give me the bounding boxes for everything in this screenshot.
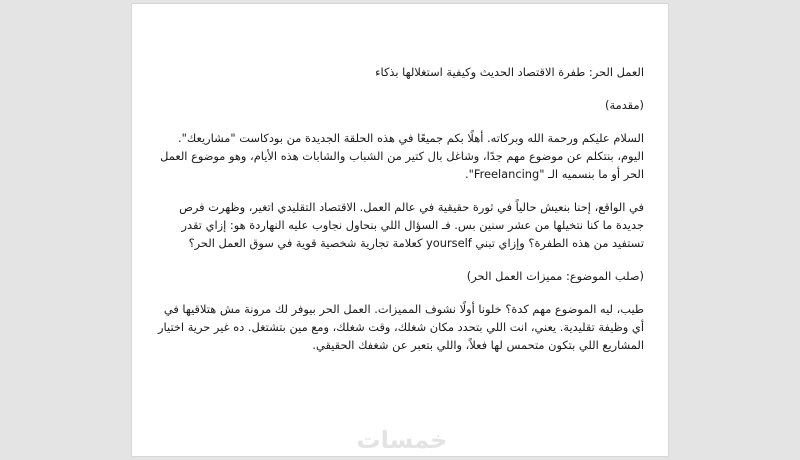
document-page — [131, 3, 669, 457]
intro-heading: (مقدمة) — [605, 98, 644, 112]
document-body — [157, 63, 644, 369]
paragraph-advantages: طيب، ليه الموضوع مهم كدة؟ خلونا أولًا نشوف المميزات. العمل الحر بيوفر لك مرونة مش هتلاقيها في أي وظيفة تقليدية. يعني، انت اللي بتحدد مكان شغلك، وقت شغلك، ومع مين بتشتغل. ده غير حرية اختيار المشاريع اللي بتكون متحمس لها فعلاً، واللي بتعبر عن شغفك الحقيقي. — [158, 302, 644, 352]
watermark-logo: خمسات — [356, 426, 448, 454]
document-title: العمل الحر: طفرة الاقتصاد الحديث وكيفية استغلالها بذكاء — [375, 65, 644, 79]
paragraph-context: في الواقع، إحنا بنعيش حالياً في ثورة حقيقية في عالم العمل. الاقتصاد التقليدي اتغير، وظهرت فرص جديدة ما كنا نتخيلها من عشر سنين بس. فـ السؤال اللي بنحاول نجاوب عليه النهاردة هو: إزاي تقدر تستفيد من هذه الطفرة؟ وإزاي تبني yourself كعلامة تجارية شخصية قوية في سوق العمل الحر؟ — [179, 200, 644, 250]
paragraph-greeting: السلام عليكم ورحمة الله وبركاته. أهلًا بكم جميعًا في هذه الحلقة الجديدة من بودكاست "مشاريعك". اليوم، بنتكلم عن موضوع مهم جدًا، وشاغل بال كتير من الشباب والشابات هذه الأيام، وهو موضوع العمل الحر أو ما بنسميه الـ "Freelancing". — [160, 131, 644, 181]
section-heading: (صلب الموضوع: مميزات العمل الحر) — [466, 269, 644, 283]
